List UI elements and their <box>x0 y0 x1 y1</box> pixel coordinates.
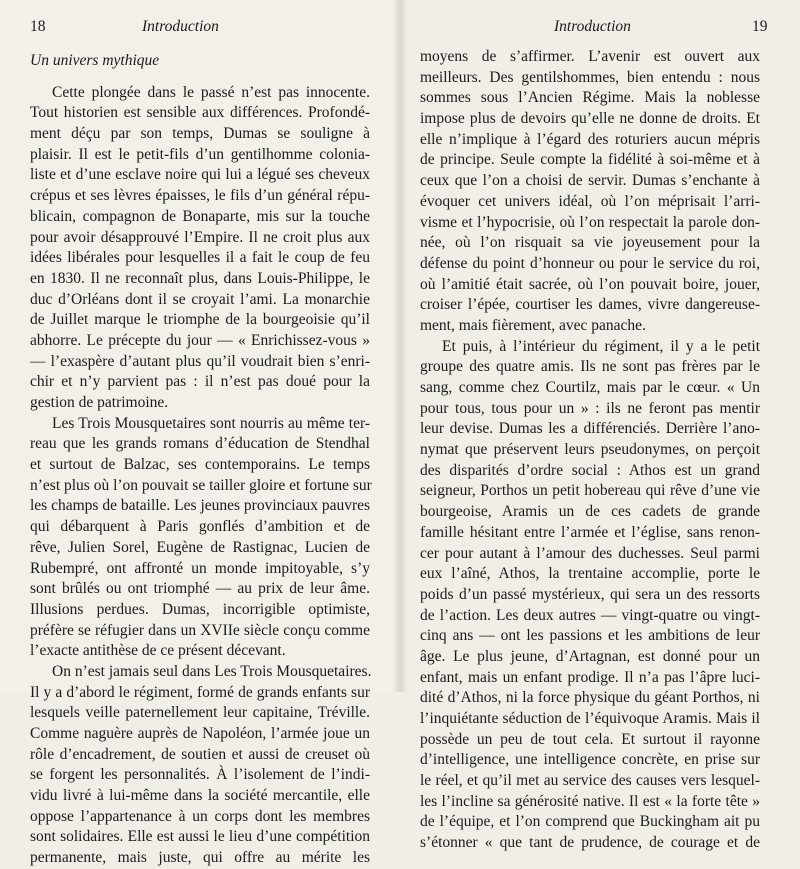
text-line: chir et n’y parvient pas : il n’est pas doué pour la <box>30 373 370 391</box>
text-line: de Juillet marque le triomphe de la bourgeoisie qu’il <box>30 311 370 329</box>
text-line: Tout historien est sensible aux différences. Profondé- <box>30 104 370 122</box>
text-line: l’exacte antithèse de ce présent décevant. <box>30 642 286 660</box>
text-line: ment, mais fièrement, avec panache. <box>420 316 646 334</box>
text-line: les l’incline sa générosité native. Il est « la forte tête » <box>420 792 760 810</box>
running-head: Introduction <box>142 18 219 35</box>
text-line: visme et l’hypocrisie, où l’on respectait la parole don- <box>420 213 760 231</box>
text-line: cinq ans — ont les passions et les ambitions de leur <box>420 627 760 645</box>
text-line: enfant, mais un enfant prodige. Il n’a pas l’âpre luci- <box>420 668 760 686</box>
text-line: des disparités d’ordre social : Athos est un grand <box>420 461 760 479</box>
text-line: s’étonner « que tant de prudence, de courage et de <box>420 834 760 852</box>
text-line: gestion de patrimoine. <box>30 394 169 411</box>
text-line: Et puis, à l’intérieur du régiment, il y a le petit <box>442 337 760 355</box>
left-lines <box>30 83 370 869</box>
text-line: seigneur, Porthos un petit hobereau qui rêve d’une vie <box>420 482 760 500</box>
text-line: duc d’Orléans dont il se croyait l’ami. La monarchie <box>30 290 370 308</box>
text-line: et surtout de Balzac, ses contemporains. Le temps <box>30 456 370 474</box>
text-line: poids d’un passé mystérieux, qui sera un des ressorts <box>420 585 760 603</box>
text-line: Illusions perdues. Dumas, incorrigible optimiste, <box>30 600 370 618</box>
text-line: rêve, Julien Sorel, Eugène de Rastignac, Lucien de <box>30 538 370 556</box>
text-line: famille hésitant entre l’armée et l’église, sans renon- <box>420 523 760 541</box>
text-line: Il y a d’abord le régiment, formé de grands enfants sur <box>30 683 370 701</box>
text-line: nymat que préservent leurs pseudonymes, on perçoit <box>420 441 760 459</box>
text-line: Rubempré, ont affronté un monde impitoyable, s’y <box>30 559 370 577</box>
text-line: âge. Le plus jeune, d’Artagnan, est donné pour un <box>420 647 760 665</box>
text-line: où l’amitié était sacrée, où l’on pouvait boire, jouer, <box>420 275 760 293</box>
text-line: d’intelligence, une intelligence concrète, en prise sur <box>420 751 760 769</box>
page-number: 19 <box>752 18 768 35</box>
text-line: leur devise. Dumas les a différenciés. Derrière l’ano- <box>420 420 760 438</box>
running-head: Introduction <box>554 18 631 35</box>
book-gutter <box>392 0 408 692</box>
right-lines <box>420 47 760 854</box>
text-line: possède un peu de tout cela. Et surtout il rayonne <box>420 730 760 748</box>
text-line: défense du point d’honneur ou pour le service du roi, <box>420 254 760 272</box>
text-line: plaisir. Il est le petit-fils d’un gentilhomme colonia- <box>30 145 370 163</box>
text-line: rôle d’encadrement, de soutien et aussi de creuset où <box>30 745 370 763</box>
text-line: vidu livré à lui-même dans la société mercantile, elle <box>30 787 370 805</box>
text-line: dité d’Athos, ni la force physique du géant Porthos, ni <box>420 689 760 707</box>
text-line: sommes sous l’Ancien Régime. Mais la noblesse <box>420 89 760 107</box>
text-line: se forgent les personnalités. À l’isolement de l’indi- <box>30 766 370 784</box>
text-line: ment déçu par son temps, Dumas se souligne à <box>30 125 370 143</box>
text-line: liste et d’une esclave noire qui lui a légué ses cheveux <box>30 166 370 184</box>
text-line: moyens de s’affirmer. L’avenir est ouvert aux <box>420 48 760 65</box>
text-line: groupe des quatre amis. Ils ne sont pas frères par le <box>420 358 760 376</box>
text-line: les champs de bataille. Les jeunes provinciaux pauvres <box>30 497 371 515</box>
text-line: évoquer cet univers idéal, où l’on méprisait l’arri- <box>420 192 760 210</box>
text-line: elle n’implique à l’égard des roturiers aucun mépris <box>420 130 760 148</box>
page-number: 18 <box>30 18 46 35</box>
left-page <box>0 0 400 867</box>
text-line: en 1830. Il ne reconnaît plus, dans Louis-Philippe, le <box>30 269 370 287</box>
text-line: On n’est jamais seul dans Les Trois Mousquetaires. <box>52 662 372 680</box>
text-line: pour avoir désapprouvé l’Empire. Il ne croit plus aux <box>30 228 370 246</box>
left-text-block <box>30 51 370 869</box>
text-line: abhorre. Le précepte du jour — « Enrichissez-vous » <box>30 331 370 349</box>
text-line: de principe. Seule compte la fidélité à soi-même et à <box>420 151 760 169</box>
text-line: Les Trois Mousquetaires sont nourris au même ter- <box>52 414 370 432</box>
text-line: oppose l’appartenance à un corps dont les membres <box>30 807 370 825</box>
text-line: bourgeoise, Aramis un de ces cadets de grande <box>420 503 760 521</box>
text-line: impose plus de devoirs qu’elle ne donne de droits. Et <box>420 110 760 128</box>
text-line: meilleurs. Des gentilshommes, bien entendu : nous <box>420 68 760 86</box>
text-line: lesquels veille paternellement leur capitaine, Tréville. <box>30 704 370 722</box>
text-line: pour tous, tous pour un » : ils ne feront pas mentir <box>420 399 760 417</box>
section-title: Un univers mythique <box>30 52 160 69</box>
right-page <box>400 0 800 852</box>
text-line: le réel, et qu’il met au service des causes vers lesquel- <box>420 772 760 790</box>
text-line: Cette plongée dans le passé n’est pas innocente. <box>52 83 370 101</box>
text-line: permanente, mais juste, qui offre au mérite les <box>30 849 370 867</box>
right-text-block <box>420 47 760 854</box>
text-line: sang, comme chez Courtilz, mais par le cœur. « Un <box>420 379 760 396</box>
text-line: n’est plus où l’on pouvait se tailler gloire et fortune sur <box>30 476 372 494</box>
text-line: de l’action. Les deux autres — vingt-quatre ou vingt- <box>420 606 760 624</box>
text-line: qui débarquent à Paris gonflés d’ambition et de <box>30 518 370 536</box>
text-line: idées libérales pour lesquelles il a fait le coup de feu <box>30 249 370 267</box>
text-line: Comme naguère auprès de Napoléon, l’armée joue un <box>30 725 370 742</box>
text-line: l’inquiétante séduction de l’équivoque Aramis. Mais il <box>420 710 760 727</box>
text-line: crépus et ses lèvres épaisses, le fils d’un général répu- <box>30 187 370 205</box>
text-line: sont solidaires. Elle est aussi le lieu d’une compétition <box>30 828 370 846</box>
text-line: ceux que l’on a choisi de servir. Dumas s’enchante à <box>420 172 760 190</box>
text-line: préfère se réfugier dans un XVIIe siècle conçu comme <box>30 621 370 639</box>
text-line: blicain, compagnon de Bonaparte, mis sur la touche <box>30 207 370 225</box>
text-line: — l’exaspère d’autant plus qu’il voudrait bien s’enri- <box>30 352 370 370</box>
text-line: cer pour autant à l’amour des duchesses. Seul parmi <box>420 544 760 562</box>
text-line: reau que les grands romans d’éducation de Stendhal <box>30 435 370 453</box>
text-line: de l’équipe, et l’on comprend que Buckingham ait pu <box>420 813 760 831</box>
text-line: croiser l’épée, courtiser les dames, vivre dangereuse- <box>420 296 760 314</box>
text-line: eux l’aîné, Athos, la trentaine accomplie, porte le <box>420 565 760 583</box>
text-line: née, où l’on risquait sa vie joyeusement pour la <box>420 234 760 252</box>
text-line: sont brûlés ou ont triomphé — au prix de leur âme. <box>30 580 370 598</box>
